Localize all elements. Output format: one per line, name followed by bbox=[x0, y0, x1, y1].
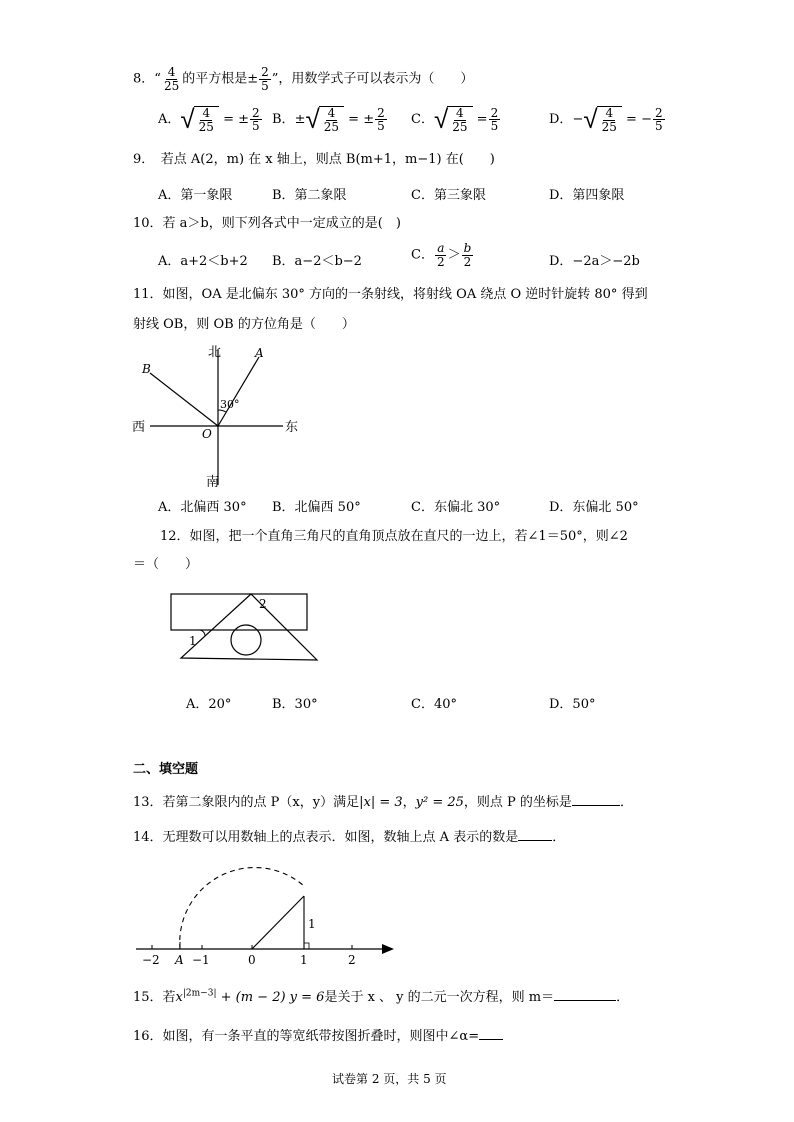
east-label: 东 bbox=[285, 420, 299, 435]
q11-option-a[interactable]: A．北偏西 30° bbox=[158, 500, 247, 515]
q12-option-a[interactable]: A．20° bbox=[186, 697, 232, 712]
north-label: 北 bbox=[208, 345, 222, 360]
q12-option-b[interactable]: B．30° bbox=[272, 697, 318, 712]
q8-option-b[interactable]: B．± √ $\frac{4}{25}$ = ± $\frac{2}{5}$ bbox=[272, 104, 385, 135]
angle-2-label: 2 bbox=[259, 597, 267, 611]
q15-answer-blank[interactable] bbox=[554, 988, 616, 1001]
q10-stem: 10．若 a＞b，则下列各式中一定成立的是( ) bbox=[133, 216, 401, 231]
q10-option-a[interactable]: A．a+2＜b+2 bbox=[158, 254, 248, 269]
page-footer: 试卷第 2 页，共 5 页 bbox=[332, 1072, 447, 1086]
q8-frac-b: $\frac{2}{5}$ bbox=[261, 65, 269, 93]
q13-answer-blank[interactable] bbox=[572, 793, 620, 806]
q11-option-d[interactable]: D．东偏北 50° bbox=[549, 500, 639, 515]
ray-ob bbox=[150, 373, 218, 426]
q11-stem-line2: 射线 OB，则 OB 的方位角是（ ） bbox=[133, 317, 355, 332]
angle-1-arc bbox=[199, 630, 205, 636]
section-title: 二、填空题 bbox=[133, 762, 199, 777]
angle-label: 30° bbox=[220, 398, 240, 411]
south-label: 南 bbox=[206, 475, 220, 488]
q14-number-line-figure bbox=[132, 858, 402, 970]
q12-option-d[interactable]: D．50° bbox=[549, 697, 596, 712]
q11-direction-figure bbox=[128, 340, 308, 488]
arrow-head bbox=[382, 944, 394, 954]
q9-option-c[interactable]: C．第三象限 bbox=[411, 188, 486, 203]
q16-answer-blank[interactable] bbox=[479, 1027, 503, 1040]
q9-stem: 9． 若点 A(2，m) 在 x 轴上，则点 B(m+1，m−1) 在( ) bbox=[133, 152, 495, 167]
q8-frac-a: $\frac{4}{25}$ bbox=[163, 65, 180, 93]
hypotenuse bbox=[252, 896, 304, 949]
q11-option-c[interactable]: C．东偏北 30° bbox=[411, 500, 501, 515]
label-0: 0 bbox=[248, 953, 256, 967]
q13-stem: 13．若第二象限内的点 P（x，y）满足|x| = 3，y² = 25，则点 P 的坐标是 ． bbox=[133, 795, 633, 810]
q8-stem: 8．“ $\frac{4}{25}$ 的平方根是± $\frac{2}{5}$ ”，用数学式子可以表示为（ ） bbox=[133, 65, 474, 93]
label-a: A bbox=[175, 953, 184, 967]
label-1: 1 bbox=[300, 953, 308, 967]
q12-ruler-triangle-figure bbox=[165, 588, 325, 668]
q8-option-d[interactable]: D．− √ $\frac{4}{25}$ = − $\frac{2}{5}$ bbox=[549, 104, 663, 135]
sqrt-sign: √ $\frac{4}{25}$ bbox=[305, 106, 344, 133]
q11-stem-line1: 11．如图，OA 是北偏东 30° 方向的一条射线，将射线 OA 绕点 O 逆时针旋转 80° 得到 bbox=[133, 287, 648, 302]
q10-option-d[interactable]: D．−2a＞−2b bbox=[549, 254, 640, 269]
sqrt-sign: √ $\frac{4}{25}$ bbox=[180, 106, 219, 133]
west-label: 西 bbox=[132, 420, 146, 435]
sqrt-sign: √ $\frac{4}{25}$ bbox=[434, 106, 473, 133]
origin-label: O bbox=[202, 427, 212, 441]
right-angle-mark bbox=[304, 943, 309, 949]
point-b-label: B bbox=[142, 362, 151, 376]
label-2: 2 bbox=[348, 953, 356, 967]
q16-stem: 16．如图，有一条平直的等宽纸带按图折叠时，则图中∠α= bbox=[133, 1027, 503, 1045]
ray-oa bbox=[218, 357, 259, 426]
q8-option-c[interactable]: C． √ $\frac{4}{25}$ = $\frac{2}{5}$ bbox=[411, 104, 499, 135]
point-a-label: A bbox=[255, 346, 264, 360]
label-minus-2: −2 bbox=[142, 953, 160, 967]
angle-1-label: 1 bbox=[189, 634, 197, 648]
q14-answer-blank[interactable] bbox=[518, 828, 552, 841]
q8-option-a[interactable]: A． √ $\frac{4}{25}$ = ± $\frac{2}{5}$ bbox=[158, 104, 260, 135]
set-square bbox=[181, 594, 317, 660]
q9-option-d[interactable]: D．第四象限 bbox=[549, 188, 625, 203]
q12-stem-line2: ＝（ ） bbox=[133, 557, 199, 572]
q15-stem: 15．若$x^{|2m-3|} + (m - 2) y = 6$是关于 x 、 y 的二元一次方程，则 m＝ ． bbox=[133, 988, 630, 1005]
q14-stem: 14．无理数可以用数轴上的点表示．如图，数轴上点 A 表示的数是 ． bbox=[133, 830, 566, 845]
q9-option-b[interactable]: B．第二象限 bbox=[272, 188, 347, 203]
q11-option-b[interactable]: B．北偏西 50° bbox=[272, 500, 361, 515]
q10-option-b[interactable]: B．a−2＜b−2 bbox=[272, 254, 362, 269]
side-length-label: 1 bbox=[308, 917, 316, 931]
q9-option-a[interactable]: A．第一象限 bbox=[158, 188, 233, 203]
q10-option-c[interactable]: C． $\frac{a}{2}$ ＞ $\frac{b}{2}$ bbox=[411, 241, 472, 269]
sqrt-sign: √ $\frac{4}{25}$ bbox=[583, 106, 622, 133]
compass-arc bbox=[180, 868, 304, 949]
ruler bbox=[171, 594, 307, 630]
q12-option-c[interactable]: C．40° bbox=[411, 697, 457, 712]
label-minus-1: −1 bbox=[192, 953, 210, 967]
q12-stem-line1: 12．如图，把一个直角三角尺的直角顶点放在直尺的一边上，若∠1＝50°，则∠2 bbox=[160, 529, 628, 544]
